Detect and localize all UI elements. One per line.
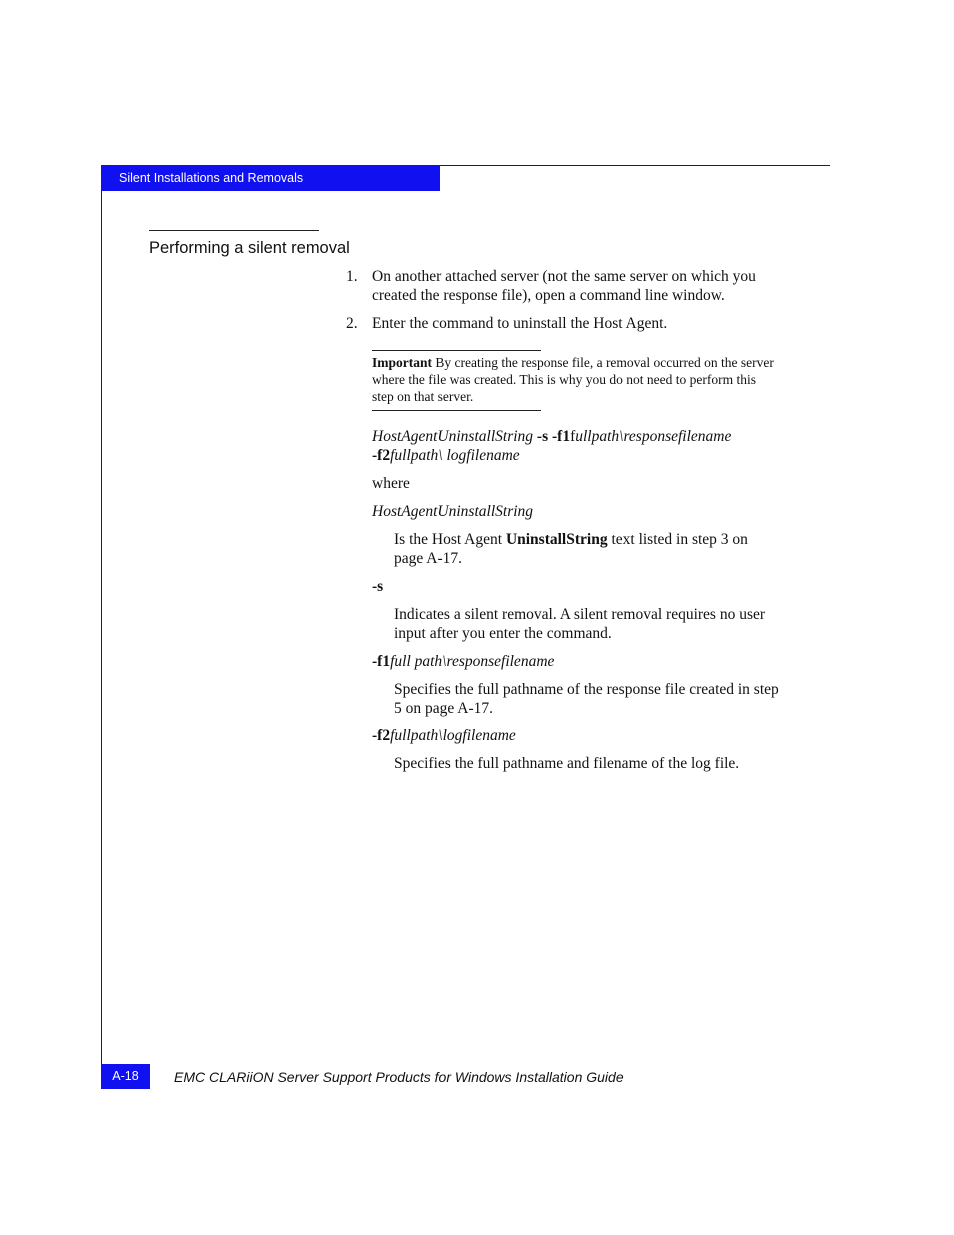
command-flags: -s -f1 bbox=[533, 428, 571, 445]
note-line-1: By creating the response file, a removal occurred on the server bbox=[432, 355, 774, 370]
command-name: HostAgentUninstallString bbox=[372, 428, 534, 445]
left-margin-rule bbox=[101, 191, 102, 1089]
step-1-line-1: On another attached server (not the same server on which you bbox=[372, 268, 756, 285]
param-desc-s-line-2: input after you enter the command. bbox=[394, 625, 612, 642]
section-heading: Performing a silent removal bbox=[149, 239, 350, 257]
step-2-line-1: Enter the command to uninstall the Host Agent. bbox=[372, 315, 668, 332]
param-desc-text: Is the Host Agent bbox=[394, 531, 506, 548]
note-bottom-rule bbox=[372, 410, 541, 411]
param-term-f1 bbox=[372, 652, 554, 671]
running-header: Silent Installations and Removals bbox=[119, 171, 304, 185]
param-desc-uninstall-string-line-2: page A-17. bbox=[394, 550, 463, 567]
command-syntax-line-2 bbox=[372, 446, 520, 465]
header-rule bbox=[440, 165, 830, 166]
param-desc-text: text listed in step 3 on bbox=[607, 531, 748, 548]
footer-title: EMC CLARiiON Server Support Products for Windows Installation Guide bbox=[174, 1069, 624, 1085]
note-line-3: step on that server. bbox=[372, 389, 474, 404]
where-label: where bbox=[372, 475, 410, 492]
param-term-f2 bbox=[372, 726, 516, 745]
param-desc-bold: UninstallString bbox=[505, 531, 608, 548]
param-term-uninstall-string: HostAgentUninstallString bbox=[372, 503, 534, 520]
command-log-path: fullpath\ logfilename bbox=[390, 447, 520, 464]
important-note bbox=[372, 354, 827, 405]
command-response-path: ullpath\responsefilename bbox=[575, 428, 732, 445]
command-f2-flag: -f2 bbox=[372, 447, 391, 464]
param-flag: -f2 bbox=[372, 727, 391, 744]
param-value: fullpath\logfilename bbox=[390, 727, 516, 744]
param-term-s: -s bbox=[372, 578, 384, 595]
param-desc-s-line-1: Indicates a silent removal. A silent removal requires no user bbox=[394, 606, 766, 623]
step-number-2: 2. bbox=[346, 315, 358, 332]
note-top-rule bbox=[372, 350, 541, 351]
heading-rule bbox=[149, 230, 319, 231]
command-syntax-line-1 bbox=[372, 427, 731, 446]
param-desc-f2-line-1: Specifies the full pathname and filename of the log file. bbox=[394, 755, 740, 772]
note-line-2: where the file was created. This is why you do not need to perform this bbox=[372, 372, 757, 387]
step-number-1: 1. bbox=[346, 268, 358, 285]
step-1-line-2: created the response file), open a command line window. bbox=[372, 287, 725, 304]
command-f: f bbox=[570, 428, 576, 445]
param-desc-f1-line-1: Specifies the full pathname of the response file created in step bbox=[394, 681, 779, 698]
param-value: full path\responsefilename bbox=[390, 653, 555, 670]
note-label: Important bbox=[372, 355, 432, 370]
param-flag: -f1 bbox=[372, 653, 391, 670]
page-number: A-18 bbox=[112, 1069, 139, 1083]
param-desc-uninstall-string-line-1 bbox=[394, 530, 748, 549]
param-desc-f1-line-2: 5 on page A-17. bbox=[394, 700, 494, 717]
